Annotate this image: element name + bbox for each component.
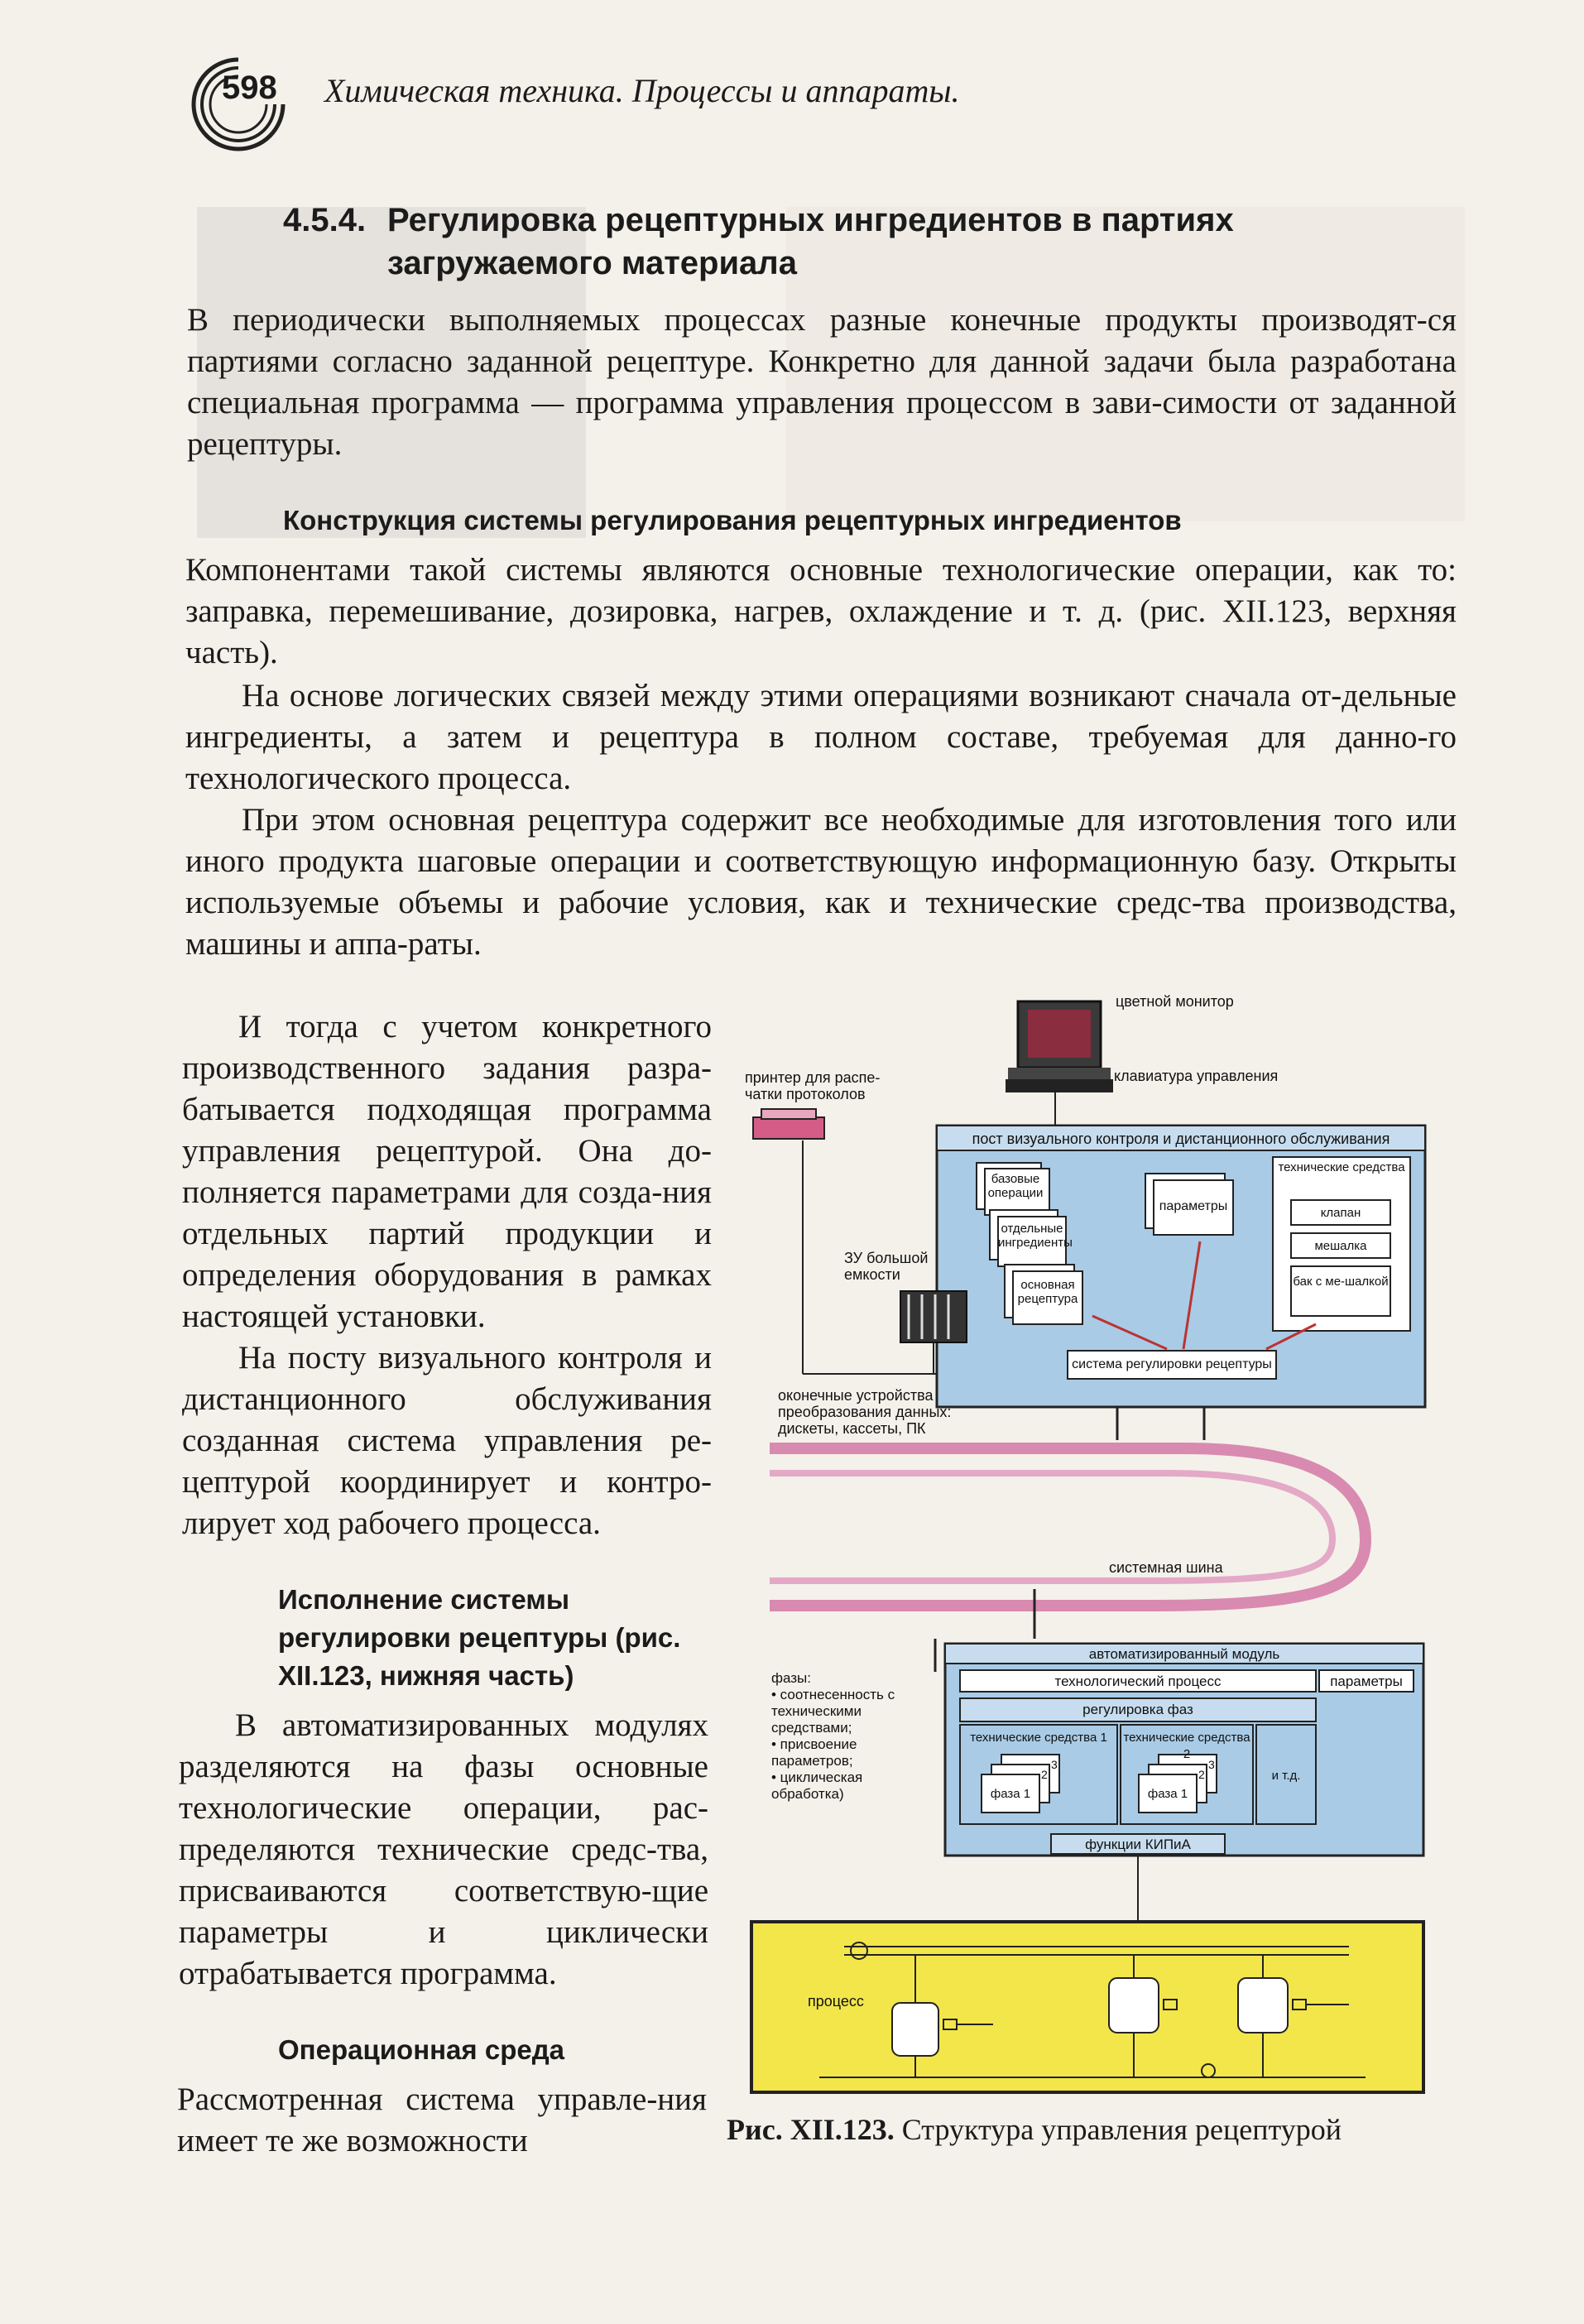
section-number: 4.5.4. (283, 202, 367, 238)
subheading: Конструкция системы регулирования рецептурных ингредиентов (283, 505, 1182, 535)
auto-module-label: автоматизированный модуль (1088, 1646, 1280, 1662)
card-number: 2 (1198, 1768, 1205, 1781)
paragraph: На посту визуального контроля и дистанционного обслуживания созданная система управления ре-цептурой координирует и контро-лирует ход рабочего процесса. (182, 1340, 712, 1541)
parameters-label: параметры (1159, 1199, 1228, 1213)
valve-label: клапан (1320, 1206, 1361, 1220)
figure-diagram (720, 977, 1448, 2152)
storage-label: ЗУ большой емкости (844, 1250, 929, 1283)
printer-icon (753, 1109, 824, 1139)
mixer-label: мешалка (1314, 1239, 1367, 1253)
phases-note-item: • циклическая обработка) (771, 1769, 863, 1802)
paragraph: И тогда с учетом конкретного производственного задания разра-батывается подходящая программа управления рецептурой. Она до-полняется параметрами для созда-ния отдельных партий продукции и определения оборудования в рамках настоящей установки. (182, 1009, 712, 1334)
phases-note-title: фазы: (771, 1670, 811, 1686)
subheading: Операционная среда (278, 2034, 565, 2065)
phases-note (771, 1670, 929, 1803)
paragraph: Рассмотренная система управле-ния имеет те же возможности (177, 2082, 707, 2158)
monitor-icon (1006, 1001, 1113, 1092)
subheading: Исполнение системы регулировки рецептуры (рис. XII.123, нижняя часть) (278, 1584, 681, 1691)
running-title: Химическая техника. Процессы и аппараты. (324, 72, 960, 109)
storage-icon (900, 1291, 967, 1342)
module-params-label: параметры (1330, 1673, 1403, 1689)
paragraph: Компонентами такой системы являются основные технологические операции, как то: заправка, перемешивание, дозировка, нагрев, охлаждение и т. д. (рис. XII.123, верхняя часть). (185, 552, 1457, 670)
monitor-label: цветной монитор (1116, 993, 1234, 1010)
phase1-label: фаза 1 (990, 1787, 1031, 1801)
tech-process-label: технологический процесс (1054, 1673, 1222, 1689)
caption-text: Структура управления рецептурой (901, 2113, 1342, 2146)
paragraph: На основе логических связей между этими операциями возникают сначала от-дельные ингредиенты, а затем и рецептура в полном составе, требуемая для данно-го технологического процесса. (185, 678, 1457, 796)
tm1-label: технические средства 1 (970, 1731, 1107, 1745)
tech-means-label: технические средства (1278, 1160, 1405, 1174)
tank-label: бак с ме-шалкой (1293, 1275, 1389, 1289)
phase-reg-label: регулировка фаз (1082, 1702, 1193, 1717)
phases-note-item: • присвоение параметров; (771, 1736, 857, 1769)
paragraph-text: При этом основная рецептура содержит все необходимые для изготовления того или иного продукта шаговые операции и соответствующую информационную базу. Открыты используемые объемы и рабочие условия, как и технические средс-тва производства, машины и аппа-раты. (185, 802, 1457, 962)
phase1-label: фаза 1 (1147, 1787, 1188, 1801)
system-bus-label: системная шина (1109, 1559, 1223, 1576)
page-number: 598 (222, 70, 277, 106)
printer-label: принтер для распе-чатки протоколов (745, 1069, 881, 1102)
keyboard-label: клавиатура управления (1114, 1068, 1279, 1084)
figure-caption (727, 2112, 1342, 2147)
paragraph (185, 799, 1457, 1006)
phases-note-item: • соотнесенность с техническими средствами; (771, 1687, 895, 1736)
caption-label: Рис. XII.123. (727, 2113, 895, 2146)
section-heading: Регулировка рецептурных ингредиентов в партиях загружаемого материала (387, 202, 1234, 281)
card-number: 2 (1041, 1768, 1048, 1781)
recipe-system-label: система регулировки рецептуры (1072, 1357, 1272, 1371)
kipia-label: функции КИПиА (1085, 1837, 1191, 1852)
card-number: 3 (1051, 1758, 1058, 1771)
etc-label: и т.д. (1271, 1769, 1301, 1783)
paragraph: В автоматизированных модулях разделяются на фазы основные технологические операции, рас-пределяются технические средс-тва, присваиваются соответствую-щие параметры и циклически отрабатывается программа. (179, 1707, 708, 1991)
tm2-label: технические средства 2 (1123, 1731, 1250, 1761)
ingredients-label: отдельные ингредиенты (998, 1222, 1073, 1250)
card-number: 3 (1208, 1758, 1215, 1771)
figure-recipe-control-structure (720, 977, 1448, 2152)
process-label: процесс (808, 1993, 864, 2009)
main-recipe-label: основная рецептура (1017, 1278, 1078, 1306)
control-post-label: пост визуального контроля и дистанционного обслуживания (972, 1131, 1390, 1147)
terminals-label: оконечные устройства преобразования данных: дискеты, кассеты, ПК (778, 1387, 952, 1437)
base-ops-label: базовые операции (987, 1172, 1044, 1200)
paragraph: В периодически выполняемых процессах разные конечные продукты производят-ся партиями согласно заданной рецептуре. Конкретно для данной задачи была разработана специальная программа — программа управления процессом в зави-симости от заданной рецептуры. (187, 302, 1457, 462)
